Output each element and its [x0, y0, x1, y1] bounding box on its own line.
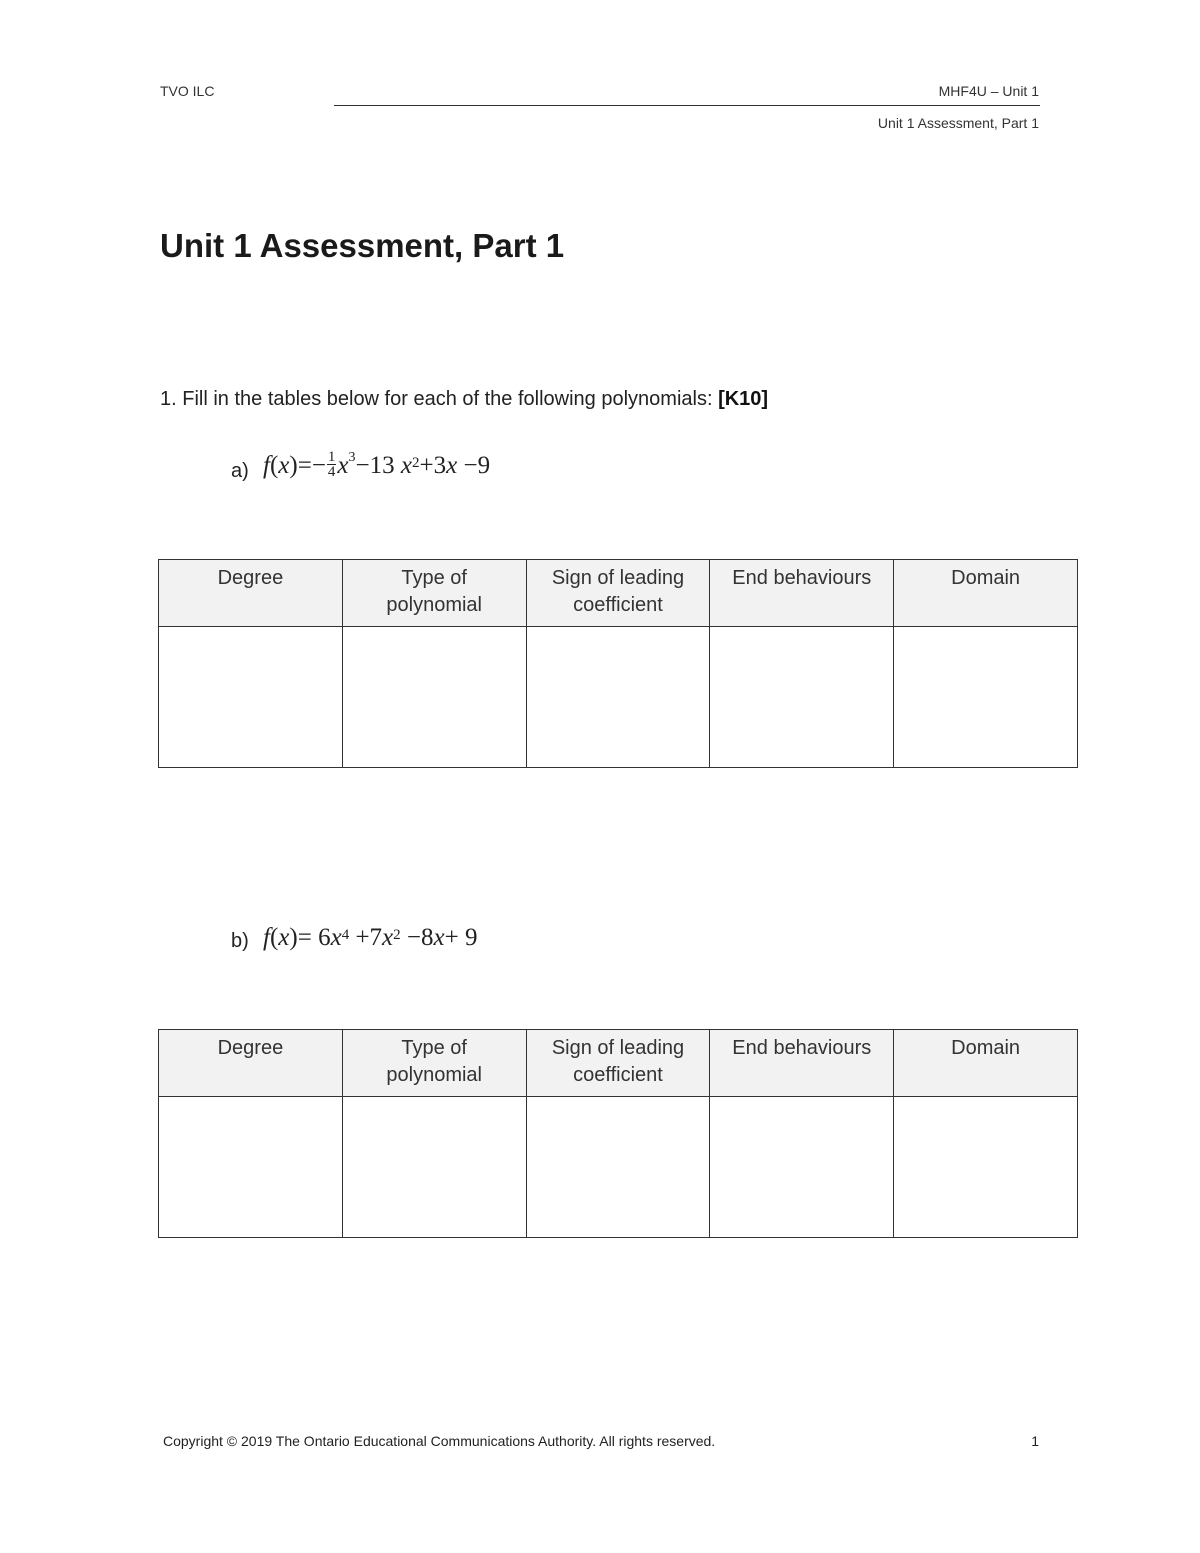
question-1 — [160, 388, 768, 411]
answer-cell-sign[interactable] — [526, 1097, 710, 1238]
table-answer-row — [159, 1097, 1078, 1238]
header-type: Type of polynomial — [342, 1030, 526, 1097]
footer-copyright: Copyright © 2019 The Ontario Educational Communications Authority. All rights reserved. — [163, 1433, 716, 1449]
part-b-label: b) — [231, 930, 249, 952]
header-subtitle: Unit 1 Assessment, Part 1 — [877, 115, 1039, 131]
answer-cell-end-behaviours[interactable] — [710, 627, 894, 768]
answer-cell-sign[interactable] — [526, 627, 710, 768]
part-a-label: a) — [231, 460, 249, 482]
header-sign: Sign of leading coefficient — [526, 560, 710, 627]
header-divider — [334, 105, 1040, 106]
answer-cell-degree[interactable] — [159, 627, 343, 768]
answer-cell-type[interactable] — [342, 1097, 526, 1238]
header-org: TVO ILC — [160, 83, 215, 99]
answer-table-b — [158, 1029, 1078, 1238]
header-domain: Domain — [894, 560, 1078, 627]
part-b-equation: $f(x)= 6x^4 +7x^2 -8x+ 9$ — [263, 924, 478, 951]
table-header-row — [159, 1030, 1078, 1097]
header-degree: Degree — [159, 1030, 343, 1097]
answer-cell-end-behaviours[interactable] — [710, 1097, 894, 1238]
header-type: Type of polynomial — [342, 560, 526, 627]
header-degree: Degree — [159, 560, 343, 627]
header-course: MHF4U – Unit 1 — [938, 83, 1039, 99]
fraction-one-quarter: $\frac{1}{4}$ — [327, 448, 336, 480]
answer-cell-domain[interactable] — [894, 1097, 1078, 1238]
part-a-equation: f(x)=− $\frac{1}{4}$ $x^3-13$ $x^2+3x -9$ — [263, 448, 491, 480]
header-sign: Sign of leading coefficient — [526, 1030, 710, 1097]
answer-cell-type[interactable] — [342, 627, 526, 768]
question-marks: [K10] — [718, 388, 769, 410]
answer-table-a — [158, 559, 1078, 768]
question-text: 1. Fill in the tables below for each of the following polynomials: — [160, 388, 719, 410]
header-end-behaviours: End behaviours — [710, 1030, 894, 1097]
page-number: 1 — [1031, 1433, 1039, 1449]
table-header-row — [159, 560, 1078, 627]
answer-cell-domain[interactable] — [894, 627, 1078, 768]
page-title: Unit 1 Assessment, Part 1 — [160, 227, 565, 264]
table-answer-row — [159, 627, 1078, 768]
header-end-behaviours: End behaviours — [710, 560, 894, 627]
header-domain: Domain — [894, 1030, 1078, 1097]
answer-cell-degree[interactable] — [159, 1097, 343, 1238]
